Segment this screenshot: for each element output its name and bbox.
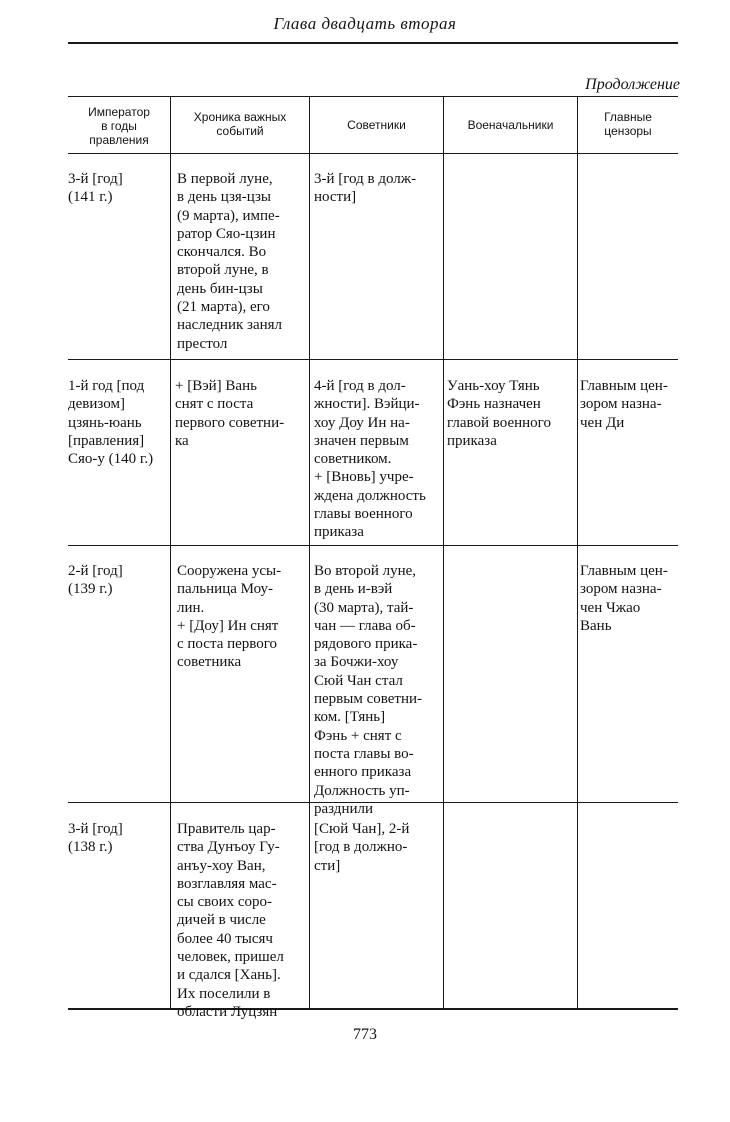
row-separator [68,359,678,360]
table-cell-advisers: 3-й [год в долж- ности] [314,171,417,206]
table-cell-emperor: 2-й [год] (139 г.) [68,563,123,598]
column-rule [577,96,578,1008]
col-header-emperor: Император в годы правления [88,105,150,147]
row-separator [68,545,678,546]
table-cell-emperor: 3-й [год] (138 г.) [68,821,123,856]
col-header-chronicle: Хроника важных событий [193,110,287,138]
column-rule [170,96,171,1008]
col-header-censors: Главные цензоры [604,110,652,138]
table-cell-censors: Главным цен- зором назна- чен Ди [580,378,668,431]
table-cell-commanders: Уань-хоу Тянь Фэнь назначен главой военного приказа [447,378,551,449]
table-bottom-rule [68,1008,678,1010]
table-cell-chronicle: Сооружена усы- пальница Моу- лин. + [Доу] Ин снят с поста первого советника [177,563,282,671]
table-cell-advisers: [Сюй Чан], 2-й [год в должно- сти] [314,821,410,874]
head-rule [68,42,678,44]
page-number: 773 [353,1026,377,1043]
running-head: Глава двадцать вторая [273,14,457,33]
table-top-rule [68,96,678,97]
table-cell-censors: Главным цен- зором назна- чен Чжао Вань [580,563,668,634]
continuation-label: Продолжение [585,76,680,93]
column-rule [443,96,444,1008]
table-cell-chronicle: В первой луне, в день цзя-цзы (9 марта), импе- ратор Сяо-цзин скончался. Во второй луне, в день бин-цзы (21 марта), его наследник занял престол [177,171,283,352]
table-cell-emperor: 3-й [год] (141 г.) [68,171,123,206]
col-header-commanders: Военачальники [467,118,554,132]
table-cell-chronicle: + [Вэй] Вань снят с поста первого советни- ка [175,378,285,449]
table-cell-emperor: 1-й год [под девизом] цзянь-юань [правления] Сяо-у (140 г.) [68,378,154,468]
table-cell-advisers: Во второй луне, в день и-вэй (30 марта), тай- чан — глава об- рядового прика- за Бочжи-хоу Сюй Чан стал первым советни- ком. [Тянь] Фэнь + снят с поста главы во- енного приказа Должность уп- разднили [314,563,423,817]
col-header-advisers: Советники [347,118,406,132]
header-bottom-rule [68,153,678,154]
table-cell-advisers: 4-й [год в дол- жности]. Вэйци- хоу Доу Ин на- значен первым советником. + [Вновь] учре- ждена должность главы военного приказа [314,378,426,541]
table-cell-chronicle: Правитель цар- ства Дунъоу Гу- анъу-хоу Ван, возглавляя мас- сы своих соро- дичей в числе более 40 тысяч человек, пришел и сдался [Хань]. Их поселили в области Луцзян [177,821,284,1020]
column-rule [309,96,310,1008]
